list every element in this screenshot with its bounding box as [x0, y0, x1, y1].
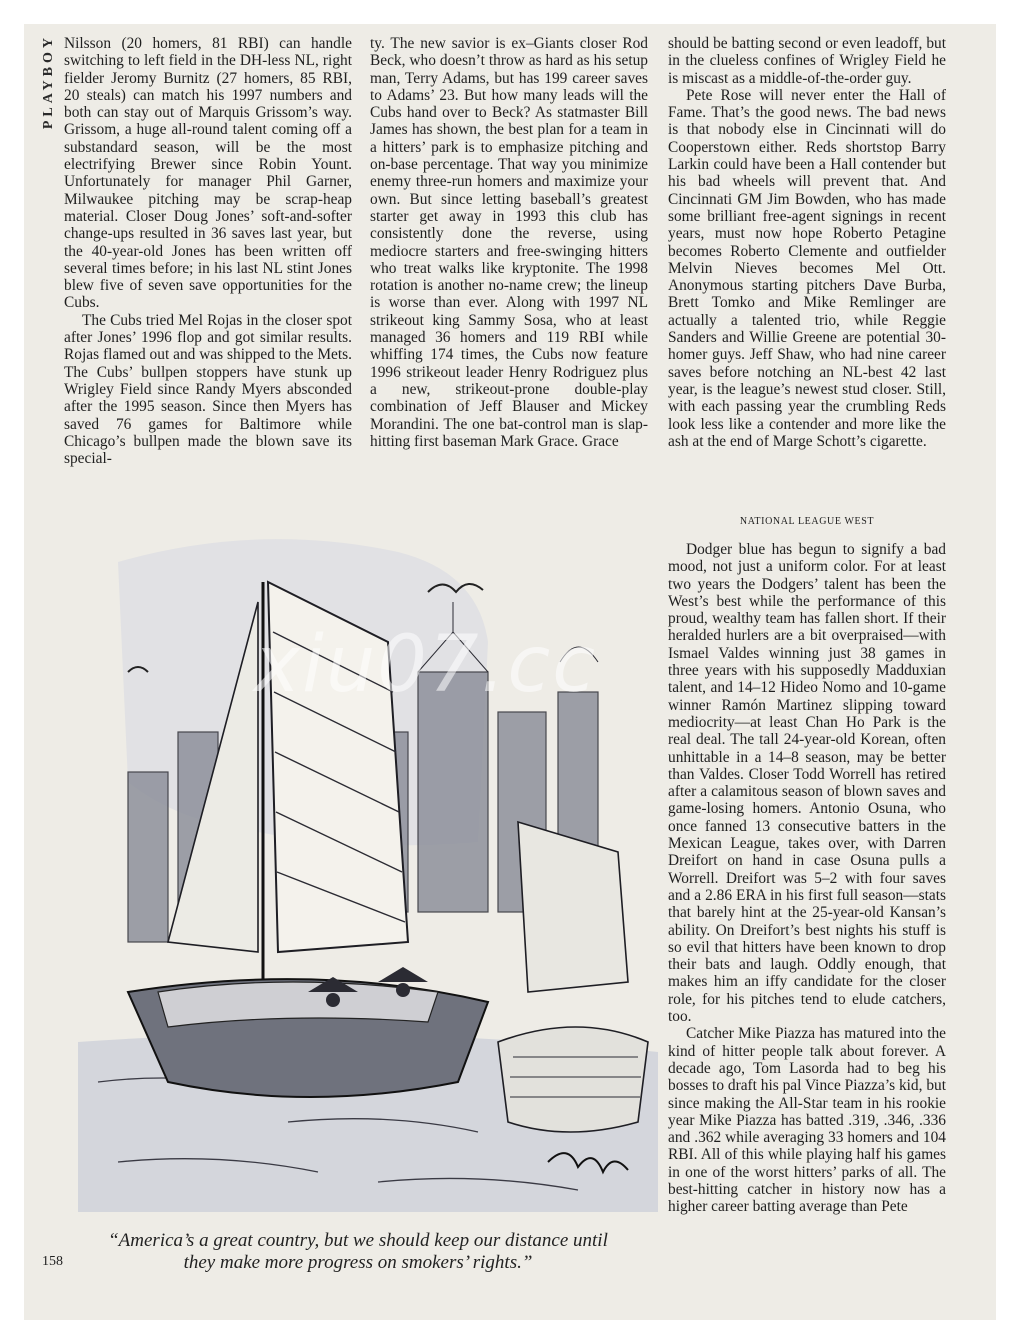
section-heading: NATIONAL LEAGUE WEST — [739, 516, 875, 527]
paragraph: Dodger blue has begun to signify a bad mood, not just a uniform color. For at least two years the Dodgers’ talent has been the West’s best while the performance of this proud, wealthy team has fallen short. If their heralded hurlers are a bit overpraised—with Ismael Valdes winning just 38 games in three years with his supposedly Madduxian talent, and 14–12 Hideo Nomo and 10-game winner Ramón Martinez slipping toward mediocrity—at least Chan Ho Park is the real deal. The tall 24-year-old Korean, often unhittable in a 14–8 season, may be better than Valdes. Closer Todd Worrell has retired after a calamitous season of blown saves and game-losing homers. Antonio Osuna, who once fanned 13 consecutive batters in the Mexican League, takes over, with Darren Dreifort on hand in case Osuna pulls a Worrell. Dreifort was 5–2 with four saves and a 2.86 ERA in his first full season—stats that barely hint at the 25-year-old Kansan’s ability. On Dreifort’s best nights his stuff is so evil that hitters have been known to drop their bats and laugh. Oddly enough, that makes him an iffy candidate for the closer role, for his pitches tend to elude catchers, too. — [668, 541, 946, 1026]
caption-line: “America’s a great country, but we should keep our distance until — [108, 1230, 608, 1251]
article-column-3 — [668, 35, 946, 450]
paragraph: Pete Rose will never enter the Hall of Fame. That’s the good news. The bad news is that nobody else in Cincinnati will do Cooperstown either. Reds shortstop Barry Larkin could have been a Hall contender but his bad wheels will prevent that. And Cincinnati GM Jim Bowden, who has made some brilliant free-agent signings in recent years, must now hope Roberto Petagine becomes Roberto Clemente and outfielder Melvin Nieves becomes Mel Ott. Anonymous starting pitchers Dave Burba, Brett Tomko and Mike Remlinger are actually a talented trio, while Reggie Sanders and Willie Greene are potential 30-homer guys. Jeff Shaw, who had nine career saves before notching an NL-best 42 last year, is the league’s newest stud closer. Still, with each passing year the crumbling Reds look less like a contender and more like the ash at the end of Marge Schott’s cigarette. — [668, 86, 946, 450]
paragraph: ty. The new savior is ex–Giants closer Rod Beck, who doesn’t throw as hard as his setup man, Terry Adams, but has 199 career saves to Adams’ 23. But how many leads will the Cubs hand over to Beck? As statmaster Bill James has shown, the best plan for a team in a hitters’ park is to emphasize pitching and on-base percentage. That way you minimize enemy three-run homers and maximize your own. But since letting baseball’s greatest starter get away in 1993 this club has consistently done the reverse, using mediocre starters and free-swinging hitters who treat walks like kryptonite. The 1998 rotation is another no-name crew; the lineup is worse than ever. Along with 1997 NL strikeout king Sammy Sosa, who at least managed 36 homers and 119 RBI while whiffing 174 times, the Cubs now feature 1996 strikeout leader Henry Rodriguez plus a new, strikeout-prone double-play combination of Jeff Blauser and Mickey Morandini. The one bat-control man is slap-hitting first baseman Mark Grace. Grace — [370, 35, 648, 450]
magazine-page — [24, 24, 996, 1320]
paragraph: should be batting second or even leadoff, but in the clueless confines of Wrigley Field he is miscast as a middle-of-the-order guy. — [668, 35, 946, 87]
cartoon-illustration — [58, 522, 658, 1212]
watermark: xiu07.cc — [254, 620, 598, 710]
paragraph: Catcher Mike Piazza has matured into the kind of hitter people talk about forever. A decade ago, Tom Lasorda had to beg his bosses to draft his pal Vince Piazza’s kid, but since making the All-Star team in his rookie year Mike Piazza has batted .319, .346, .336 and .362 while averaging 33 homers and 104 RBI. All of this while playing half his games in one of the worst hitters’ parks of all. The best-hitting catcher in history now has a higher career batting average than Pete — [668, 1025, 946, 1216]
article-column-1 — [64, 35, 352, 467]
spine-label: PLAYBOY — [41, 34, 56, 130]
caption-line: they make more progress on smokers’ rights.” — [183, 1252, 533, 1273]
article-column-2 — [370, 35, 648, 450]
page-number: 158 — [42, 1254, 63, 1269]
paragraph: The Cubs tried Mel Rojas in the closer spot after Jones’ 1996 flop and got similar results. Rojas flamed out and was shipped to the Mets. The Cubs’ bullpen stoppers have stunk up Wrigley Field since Randy Myers absconded after the 1995 season. Since then Myers has saved 76 games for Baltimore while Chicago’s bullpen made the blown save its special- — [64, 311, 352, 468]
article-column-3-continued — [668, 541, 946, 1216]
illustration-caption — [64, 1230, 652, 1274]
paragraph: Nilsson (20 homers, 81 RBI) can handle switching to left field in the DH-less NL, right fielder Jeromy Burnitz (27 homers, 85 RBI, 20 steals) can match his 1997 numbers and both can stay out of Marquis Grissom’s way. Grissom, a huge all-round talent coming off a substandard season, will be the most electrifying Brewer since Robin Yount. Unfortunately for manager Phil Garner, Milwaukee pitching may be scrap-heap material. Closer Doug Jones’ soft-and-softer change-ups resulted in 36 saves last year, but the 40-year-old Jones has been written off several times before; in his last NL stint Jones blew five of seven save opportunities for the Cubs. — [64, 35, 352, 312]
